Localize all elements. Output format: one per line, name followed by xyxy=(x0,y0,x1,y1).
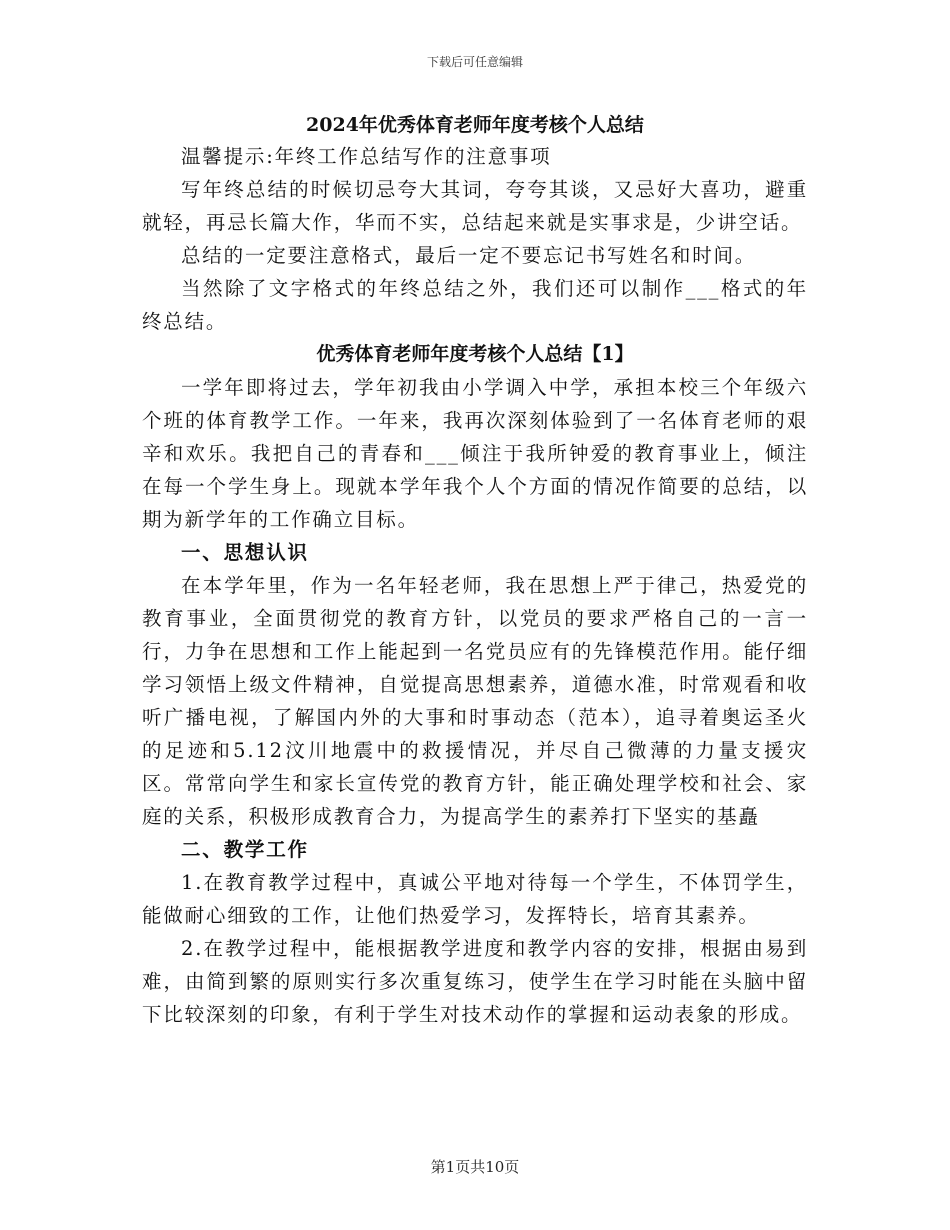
section-title: 优秀体育老师年度考核个人总结【1】 xyxy=(316,343,634,365)
tip-paragraph: 写年终总结的时候切忌夸大其词，夸夸其谈，又忌好大喜功，避重就轻，再忌长篇大作，华而不实，总结起来就是实事求是，少讲空话。 xyxy=(142,178,808,234)
teaching-item-1: 1.在教育教学过程中，真诚公平地对待每一个学生，不体罚学生，能做耐心细致的工作，让他们热爱学习，发挥特长，培育其素养。 xyxy=(142,871,808,927)
tip-paragraph: 当然除了文字格式的年终总结之外，我们还可以制作___格式的年终总结。 xyxy=(142,277,808,333)
teaching-item-2: 2.在教学过程中，能根据教学进度和教学内容的安排，根据由易到难，由简到繁的原则实行多次重复练习，使学生在学习时能在头脑中留下比较深刻的印象，有利于学生对技术动作的掌握和运动表象的形成。 xyxy=(142,937,808,1026)
thought-paragraph: 在本学年里，作为一名年轻老师，我在思想上严于律己，热爱党的教育事业，全面贯彻党的教育方针，以党员的要求严格自己的一言一行，力争在思想和工作上能起到一名党员应有的先锋模范作用。能仔细学习领悟上级文件精神，自觉提高思想素养，道德水准，时常观看和收听广播电视，了解国内外的大事和时事动态（范本），追寻着奥运圣火的足迹和5.12汶川地震中的救援情况，并尽自己微薄的力量支援灾区。常常向学生和家长宣传党的教育方针，能正确处理学校和社会、家庭的关系，积极形成教育合力，为提高学生的素养打下坚实的基矗 xyxy=(142,574,808,828)
page-footer-number: 第1页共10页 xyxy=(430,1158,520,1176)
document-body xyxy=(142,110,808,1031)
intro-paragraph: 一学年即将过去，学年初我由小学调入中学，承担本校三个年级六个班的体育教学工作。一年来，我再次深刻体验到了一名体育老师的艰辛和欢乐。我把自己的青春和___倾注于我所钟爱的教育事业上，倾注在每一个学生身上。现就本学年我个人个方面的情况作简要的总结，以期为新学年的工作确立目标。 xyxy=(142,376,808,531)
heading-teaching: 二、教学工作 xyxy=(181,838,309,861)
tip-heading: 温馨提示:年终工作总结写作的注意事项 xyxy=(181,145,552,168)
heading-thought: 一、思想认识 xyxy=(181,541,309,564)
page-header-note: 下载后可任意编辑 xyxy=(426,55,523,69)
document-title: 2024年优秀体育老师年度考核个人总结 xyxy=(306,114,644,136)
tip-paragraph: 总结的一定要注意格式，最后一定不要忘记书写姓名和时间。 xyxy=(181,244,757,267)
